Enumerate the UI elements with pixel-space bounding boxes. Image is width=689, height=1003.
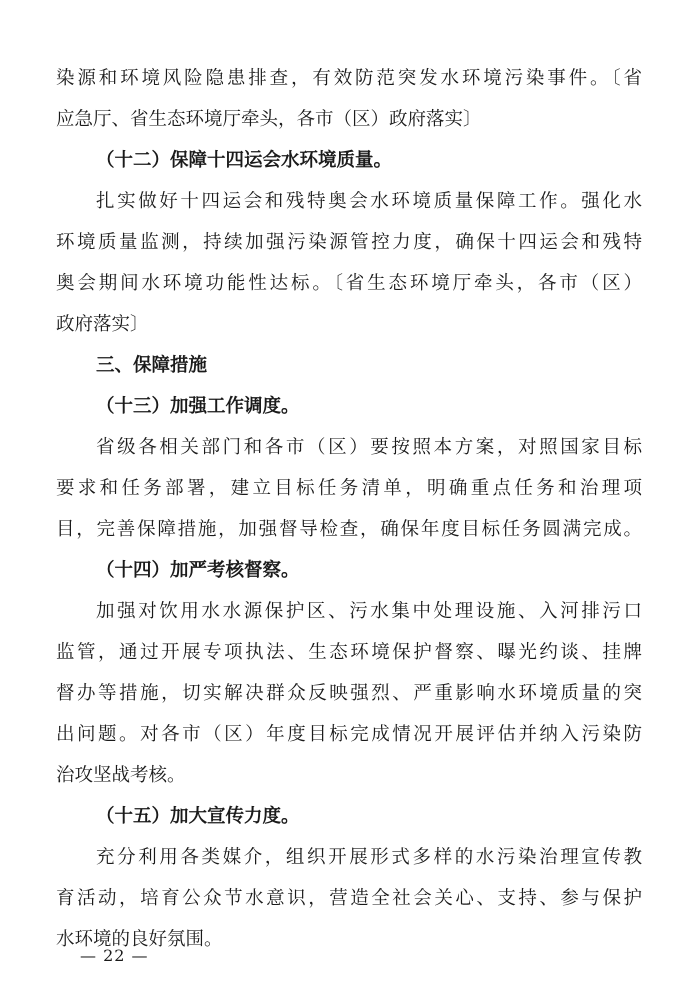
page-number: — 22 — xyxy=(80,946,149,965)
section-heading: 三、保障措施 xyxy=(96,355,208,376)
text-line: 水环境的良好氛围。 xyxy=(56,929,223,950)
document-page xyxy=(56,58,642,960)
text-line: 充分利用各类媒介，组织开展形式多样的水污染治理宣传教 xyxy=(96,847,642,868)
text-line: 监管，通过开展专项执法、生态环境保护督察、曝光约谈、挂牌 xyxy=(56,642,642,663)
text-line: 政府落实〕 xyxy=(56,314,149,335)
section-subheading: （十二）保障十四运会水环境质量。 xyxy=(96,150,393,171)
section-subheading: （十四）加严考核督察。 xyxy=(96,560,300,581)
text-line: 应急厅、省生态环境厅牵头，各市（区）政府落实〕 xyxy=(56,109,482,130)
text-line: 染源和环境风险隐患排查，有效防范突发水环境污染事件。〔省 xyxy=(56,68,642,89)
section-subheading: （十五）加大宣传力度。 xyxy=(96,806,300,827)
section-subheading: （十三）加强工作调度。 xyxy=(96,396,300,417)
text-line: 扎实做好十四运会和残特奥会水环境质量保障工作。强化水 xyxy=(96,191,642,212)
text-line: 加强对饮用水水源保护区、污水集中处理设施、入河排污口 xyxy=(96,601,642,622)
text-line: 出问题。对各市（区）年度目标完成情况开展评估并纳入污染防 xyxy=(56,724,642,745)
text-line: 环境质量监测，持续加强污染源管控力度，确保十四运会和残特 xyxy=(56,232,642,253)
text-line: 目，完善保障措施，加强督导检查，确保年度目标任务圆满完成。 xyxy=(56,519,642,540)
text-line: 督办等措施，切实解决群众反映强烈、严重影响水环境质量的突 xyxy=(56,683,642,704)
text-line: 育活动，培育公众节水意识，营造全社会关心、支持、参与保护 xyxy=(56,888,642,909)
text-line: 省级各相关部门和各市（区）要按照本方案，对照国家目标 xyxy=(96,437,642,458)
text-line: 治攻坚战考核。 xyxy=(56,765,186,786)
text-line: 要求和任务部署，建立目标任务清单，明确重点任务和治理项 xyxy=(56,478,642,499)
text-line: 奥会期间水环境功能性达标。〔省生态环境厅牵头，各市（区） xyxy=(56,273,642,294)
